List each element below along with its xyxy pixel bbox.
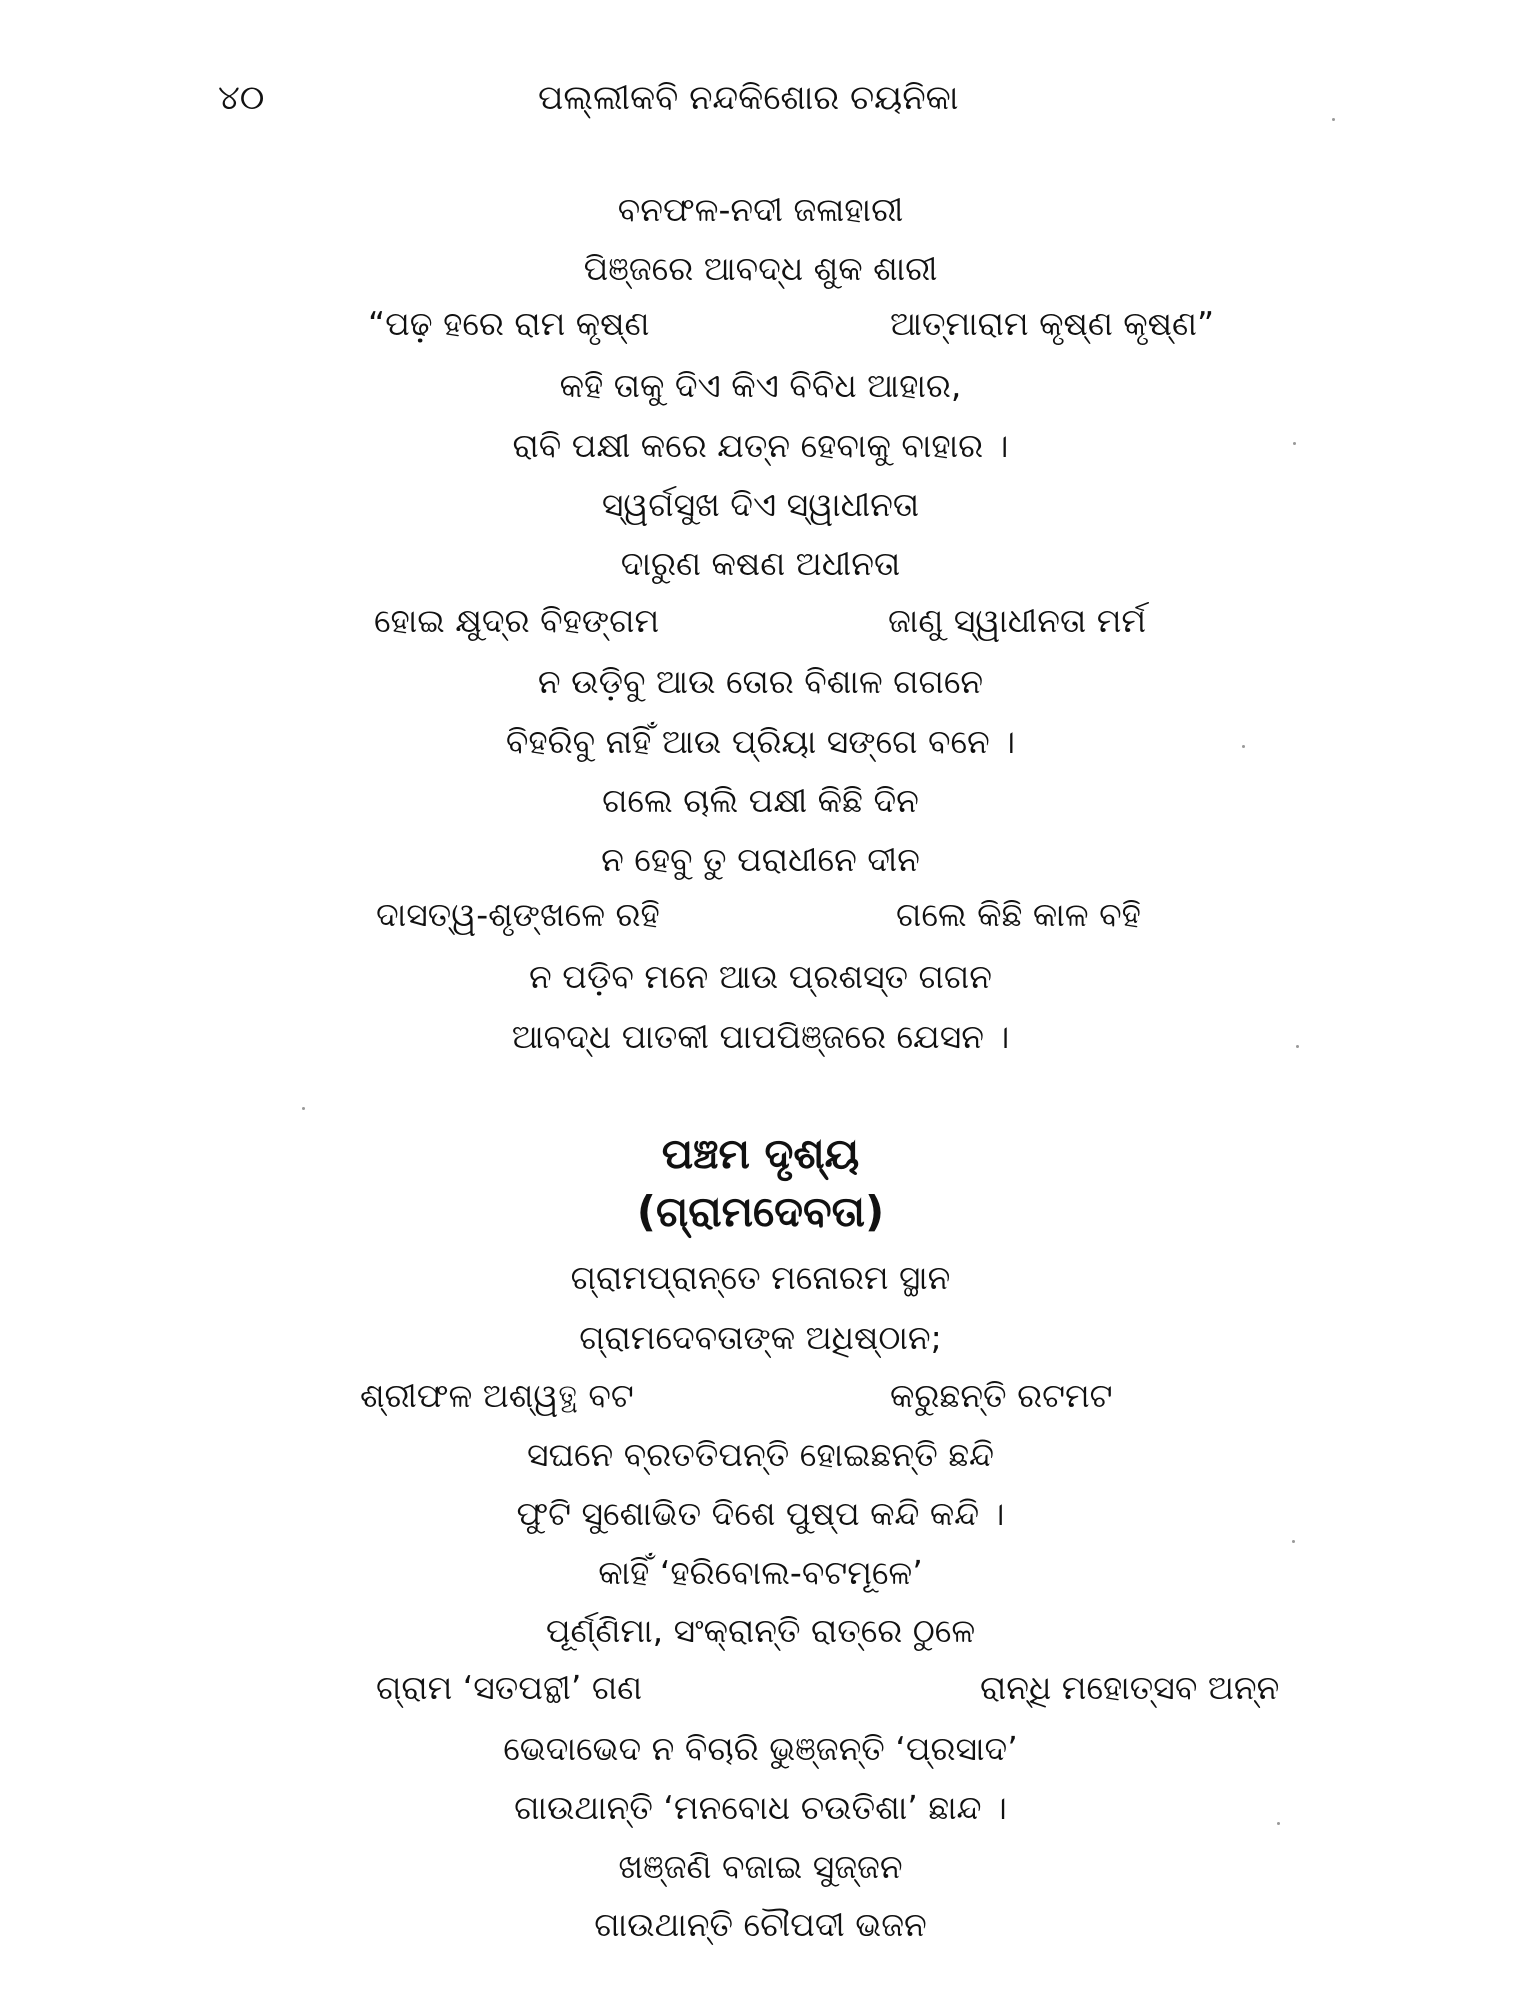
verse-line: କହି ତାକୁ ଦିଏ କିଏ ବିବିଧ ଆହାର, (559, 366, 962, 405)
verse-line: ବିହରିବୁ ନାହିଁ ଆଉ ପ୍ରିୟା ସଙ୍ଗେ ବନେ । (505, 722, 1016, 761)
verse-line: ନ ଉଡ଼ିବୁ ଆଉ ତୋର ବିଶାଳ ଗଗନେ (537, 662, 984, 701)
verse-line: ପୂର୍ଣ୍ଣିମା, ସଂକ୍ରାନ୍ତି ରାତ୍ରେ ଠୁଳେ (545, 1611, 976, 1650)
verse-half-right: ରାନ୍ଧି ମହୋତ୍ସବ ଅନ୍ନ (980, 1668, 1280, 1707)
verse-line: ଗାଉଥାନ୍ତି ‘ମନବୋଧ ଚଉତିଶା’ ଛାନ୍ଦ । (514, 1788, 1007, 1827)
verse-half-right: ଆତ୍ମାରାମ କୃଷ୍ଣ କୃଷ୍ଣ” (890, 304, 1215, 343)
page-header (0, 78, 1521, 138)
verse-line: ଗ୍ରାମଦେବତାଙ୍କ ଅଧିଷ୍ଠାନ; (579, 1318, 942, 1357)
verse-line: ଗ୍ରାମପ୍ରାନ୍ତେ ମନୋରମ ସ୍ଥାନ (570, 1258, 951, 1297)
verse-line: ଦାରୁଣ କଷଣ ଅଧୀନତା (620, 544, 901, 583)
scan-speck (1296, 1045, 1299, 1048)
verse-line: ଖଞ୍ଜଣି ବଜାଇ ସୁଜ୍ଜନ (618, 1847, 903, 1886)
verse-line: ବନଫଳ-ନଦୀ ଜଳାହାରୀ (617, 190, 904, 229)
scan-speck (302, 1107, 305, 1110)
verse-line: ସ୍ୱର୍ଗସୁଖ ଦିଏ ସ୍ୱାଧୀନତା (601, 485, 920, 524)
scan-speck (1332, 118, 1335, 121)
verse-line: ନ ପଡ଼ିବ ମନେ ଆଉ ପ୍ରଶସ୍ତ ଗଗନ (529, 957, 992, 996)
scan-speck (1242, 745, 1245, 748)
scan-speck (1277, 1822, 1280, 1825)
verse-line: ଆବଦ୍ଧ ପାତକୀ ପାପପିଞ୍ଜରେ ଯେସନ । (511, 1017, 1010, 1056)
verse-half-left: “ପଢ଼ ହରେ ରାମ କୃଷ୍ଣ (368, 304, 650, 343)
verse-line: ପିଞ୍ଜରେ ଆବଦ୍ଧ ଶୁକ ଶାରୀ (583, 249, 938, 288)
verse-line: ସଘନେ ବ୍ରତତିପନ୍ତି ହୋଇଛନ୍ତି ଛନ୍ଦି (526, 1435, 995, 1474)
verse-line: ଫୁଟି ସୁଶୋଭିତ ଦିଶେ ପୁଷ୍ପ କନ୍ଦି କନ୍ଦି । (516, 1494, 1005, 1533)
verse-half-right: ଜାଣୁ ସ୍ୱାଧୀନତା ମର୍ମ (888, 601, 1147, 640)
running-title: ପଲ୍ଲୀକବି ନନ୍ଦକିଶୋର ଚୟନିକା (538, 78, 959, 118)
page-number: ୪୦ (218, 78, 265, 118)
verse-line: ରାବି ପକ୍ଷୀ କରେ ଯତ୍ନ ହେବାକୁ ବାହାର । (512, 426, 1009, 465)
verse-half-right: କରୁଛନ୍ତି ରଟମଟ (890, 1376, 1113, 1415)
verse-line: ଭେଦାଭେଦ ନ ବିଚାରି ଭୁଞ୍ଜନ୍ତି ‘ପ୍ରସାଦ’ (503, 1729, 1018, 1768)
verse-line: ଗଲେ ଚାଲି ପକ୍ଷୀ କିଛି ଦିନ (602, 781, 919, 820)
verse-half-left: ହୋଇ କ୍ଷୁଦ୍ର ବିହଙ୍ଗମ (374, 601, 660, 640)
verse-line: ନ ହେବୁ ତୁ ପରାଧୀନେ ଦୀନ (601, 840, 920, 879)
verse-half-left: ଦାସତ୍ୱ-ଶୃଙ୍ଖଳେ ରହି (376, 895, 660, 934)
verse-line: କାହିଁ ‘ହରିବୋଲ-ବଟମୂଳେ’ (598, 1553, 923, 1592)
scene-title: ପଞ୍ଚମ ଦୃଶ୍ୟ (661, 1129, 860, 1178)
scan-speck (1293, 442, 1296, 445)
scene-subtitle: (ଗ୍ରାମଦେବତା) (636, 1187, 885, 1236)
verse-half-right: ଗଲେ କିଛି କାଳ ବହି (896, 895, 1141, 934)
verse-line: ଗାଉଥାନ୍ତି ଚୌପଦୀ ଭଜନ (594, 1905, 927, 1944)
scan-speck (1292, 1540, 1295, 1543)
verse-half-left: ଶ୍ରୀଫଳ ଅଶ୍ୱତ୍ଥ ବଟ (360, 1376, 634, 1415)
verse-half-left: ଗ୍ରାମ ‘ସତପନ୍ଥୀ’ ଗଣ (376, 1668, 643, 1707)
